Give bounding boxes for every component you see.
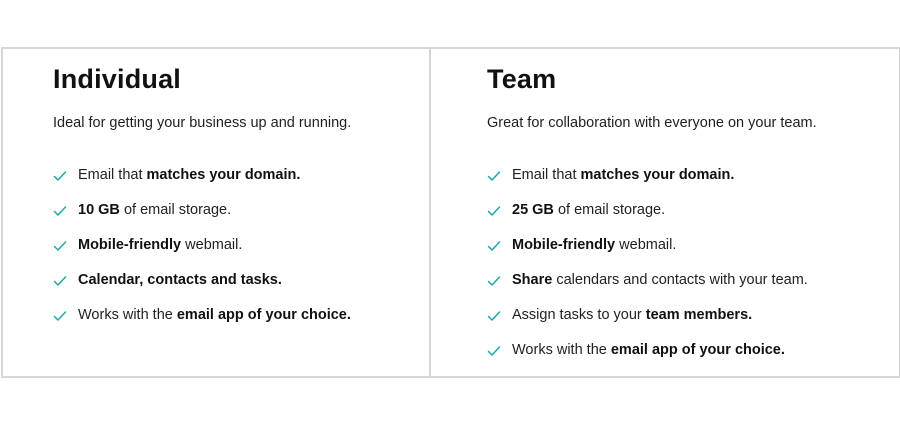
plan-description: Great for collaboration with everyone on your team. [487,115,817,131]
feature-text-regular: of email storage. [553,202,666,218]
feature-item [53,201,351,236]
feature-item [53,166,351,201]
feature-text [78,236,242,254]
check-icon [53,310,67,322]
feature-text-regular: Email that [512,167,581,183]
feature-text [78,271,282,289]
feature-text-bold: team members. [645,307,753,323]
feature-text [512,166,734,184]
feature-text-bold: Mobile-friendly [78,237,182,253]
check-icon [487,205,501,217]
feature-item [53,306,351,341]
feature-text-regular: calendars and contacts with your team. [552,272,808,288]
feature-text-regular: Works with the [512,342,611,358]
check-icon [53,205,67,217]
plan-description: Ideal for getting your business up and running. [53,115,352,131]
feature-item [487,271,808,306]
feature-text-regular: webmail. [615,237,677,253]
check-icon [487,310,501,322]
plan-card-individual [3,49,431,376]
check-icon [487,240,501,252]
check-icon [487,170,501,182]
check-icon [53,240,67,252]
plan-comparison [1,47,900,378]
feature-text-bold: Mobile-friendly [512,237,616,253]
feature-text-bold: email app of your choice. [176,307,351,323]
plan-title: Individual [53,64,182,94]
feature-text-regular: webmail. [181,237,243,253]
feature-item [487,166,808,201]
feature-text-bold: matches your domain. [580,167,735,183]
feature-text-regular: Works with the [78,307,177,323]
feature-item [487,236,808,271]
check-icon [53,275,67,287]
feature-text [78,306,351,324]
feature-text-regular: of email storage. [119,202,232,218]
feature-text [512,236,676,254]
plan-card-team [431,49,899,376]
feature-text-bold: Share [512,272,553,288]
feature-item [487,306,808,341]
check-icon [53,170,67,182]
feature-text [78,201,231,219]
feature-text-bold: 25 GB [512,202,554,218]
feature-text-bold: matches your domain. [146,167,301,183]
feature-text-bold: 10 GB [78,202,120,218]
check-icon [487,275,501,287]
feature-text-regular: Assign tasks to your [512,307,646,323]
feature-item [53,271,351,306]
feature-text [512,201,665,219]
feature-text-bold: Calendar, contacts and tasks. [78,272,282,288]
feature-item [487,201,808,236]
plan-title: Team [487,64,557,94]
feature-text-regular: Email that [78,167,147,183]
feature-item [487,341,808,376]
feature-text-bold: email app of your choice. [610,342,785,358]
feature-text [512,306,752,324]
feature-text [512,341,785,359]
feature-text [512,271,808,289]
check-icon [487,345,501,357]
feature-text [78,166,300,184]
feature-list [487,166,808,376]
feature-item [53,236,351,271]
feature-list [53,166,351,341]
